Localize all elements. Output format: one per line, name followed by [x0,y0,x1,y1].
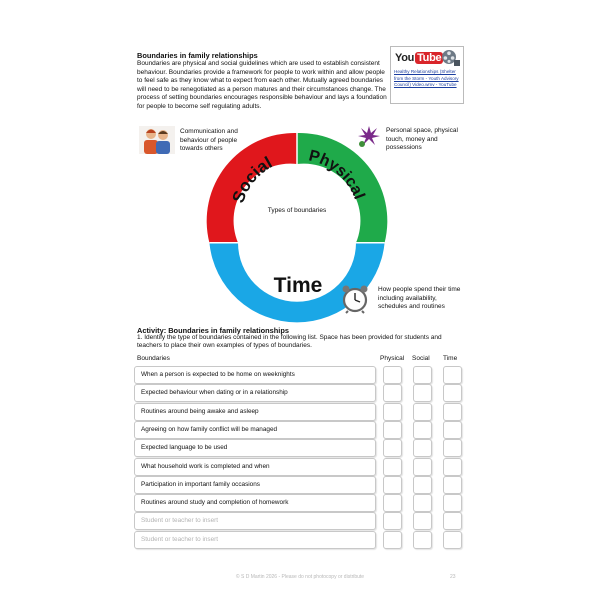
checkbox-social[interactable] [413,366,432,384]
checkbox-physical[interactable] [383,494,402,512]
header-physical: Physical [380,355,405,362]
checkbox-physical[interactable] [383,384,402,402]
checkbox-physical[interactable] [383,366,402,384]
activity-instructions: 1. Identify the type of boundaries contained in the following list. Space has been provided for students and teachers to place their own examples of types of boundaries. [137,334,442,350]
checkbox-physical[interactable] [383,476,402,494]
label-social: Social [228,152,276,206]
intro-paragraph: Boundaries are physical and social guidelines which are used to establish consistent behaviour. Boundaries provide a framework for people to work within and allow people to feel safe as they know what to expect from each other. Mutually agreed boundaries will need to be renegotiated as a person matures and their circumstances change. The process of setting boundaries encourages responsible behaviour and lays a foundation for people to become self regulating adults. [137,60,387,110]
checkbox-physical[interactable] [383,421,402,439]
youtube-reference[interactable] [390,46,464,104]
page-number: 23 [450,574,456,580]
header-social: Social [412,355,430,362]
row-label: Routines around study and completion of homework [141,499,289,506]
insert-row-field[interactable] [134,512,376,530]
checkbox-time[interactable] [443,494,462,512]
youtube-logo: You Tube [395,52,442,64]
label-time: Time [273,274,323,297]
row-label: Expected language to be used [141,444,228,451]
row-label: Agreeing on how family conflict will be managed [141,426,278,433]
film-reel-icon [441,49,461,67]
checkbox-time[interactable] [443,531,462,549]
header-boundaries: Boundaries [137,355,170,362]
checkbox-social[interactable] [413,512,432,530]
section-title: Boundaries in family relationships [137,51,258,60]
checkbox-time[interactable] [443,512,462,530]
checkbox-social[interactable] [413,458,432,476]
checkbox-time[interactable] [443,458,462,476]
checkbox-social[interactable] [413,439,432,457]
diagram-center-label: Types of boundaries [267,207,327,214]
checkbox-time[interactable] [443,366,462,384]
table-row [134,421,376,439]
table-row [134,439,376,457]
table-row [134,384,376,402]
annotation-physical: Personal space, physical touch, money and possessions [386,127,458,151]
header-time: Time [443,355,458,362]
table-row [134,476,376,494]
checkbox-social[interactable] [413,384,432,402]
checkbox-time[interactable] [443,476,462,494]
row-label: Participation in important family occasions [141,481,260,488]
checkbox-physical[interactable] [383,439,402,457]
checkbox-social[interactable] [413,476,432,494]
checkbox-social[interactable] [413,403,432,421]
checkbox-social[interactable] [413,531,432,549]
row-label: Expected behaviour when dating or in a relationship [141,389,288,396]
checkbox-social[interactable] [413,421,432,439]
checkbox-physical[interactable] [383,512,402,530]
checkbox-time[interactable] [443,439,462,457]
row-label: Student or teacher to insert [141,517,219,524]
checkbox-time[interactable] [443,384,462,402]
checkbox-time[interactable] [443,403,462,421]
checkbox-physical[interactable] [383,403,402,421]
table-row [134,403,376,421]
table-row [134,458,376,476]
checkbox-time[interactable] [443,421,462,439]
table-row [134,366,376,384]
checkbox-physical[interactable] [383,531,402,549]
people-icon [139,126,175,154]
table-row [134,494,376,512]
footer-copyright: © S D Martin 2026 - Please do not photocopy or distribute [235,574,365,580]
row-label: When a person is expected to be home on weeknights [141,371,295,378]
row-label: Student or teacher to insert [141,536,219,543]
annotation-social: Communication and behaviour of people towards others [180,128,238,152]
annotation-time: How people spend their time including availability, schedules and routines [378,286,461,310]
boundaries-donut-diagram [200,124,400,324]
hand-prints-icon [356,124,382,150]
youtube-link[interactable]: Healthy Relationships (Shelter from the Storm - Youth Advisory Council) Video.wmv - YouTube [394,69,459,88]
checkbox-social[interactable] [413,494,432,512]
checkbox-physical[interactable] [383,458,402,476]
label-physical: Physical [307,147,368,202]
row-label: Routines around being awake and asleep [141,408,259,415]
activity-title: Activity: Boundaries in family relationships [137,326,289,335]
alarm-clock-icon [340,284,370,314]
row-label: What household work is completed and when [141,463,270,470]
insert-row-field[interactable] [134,531,376,549]
